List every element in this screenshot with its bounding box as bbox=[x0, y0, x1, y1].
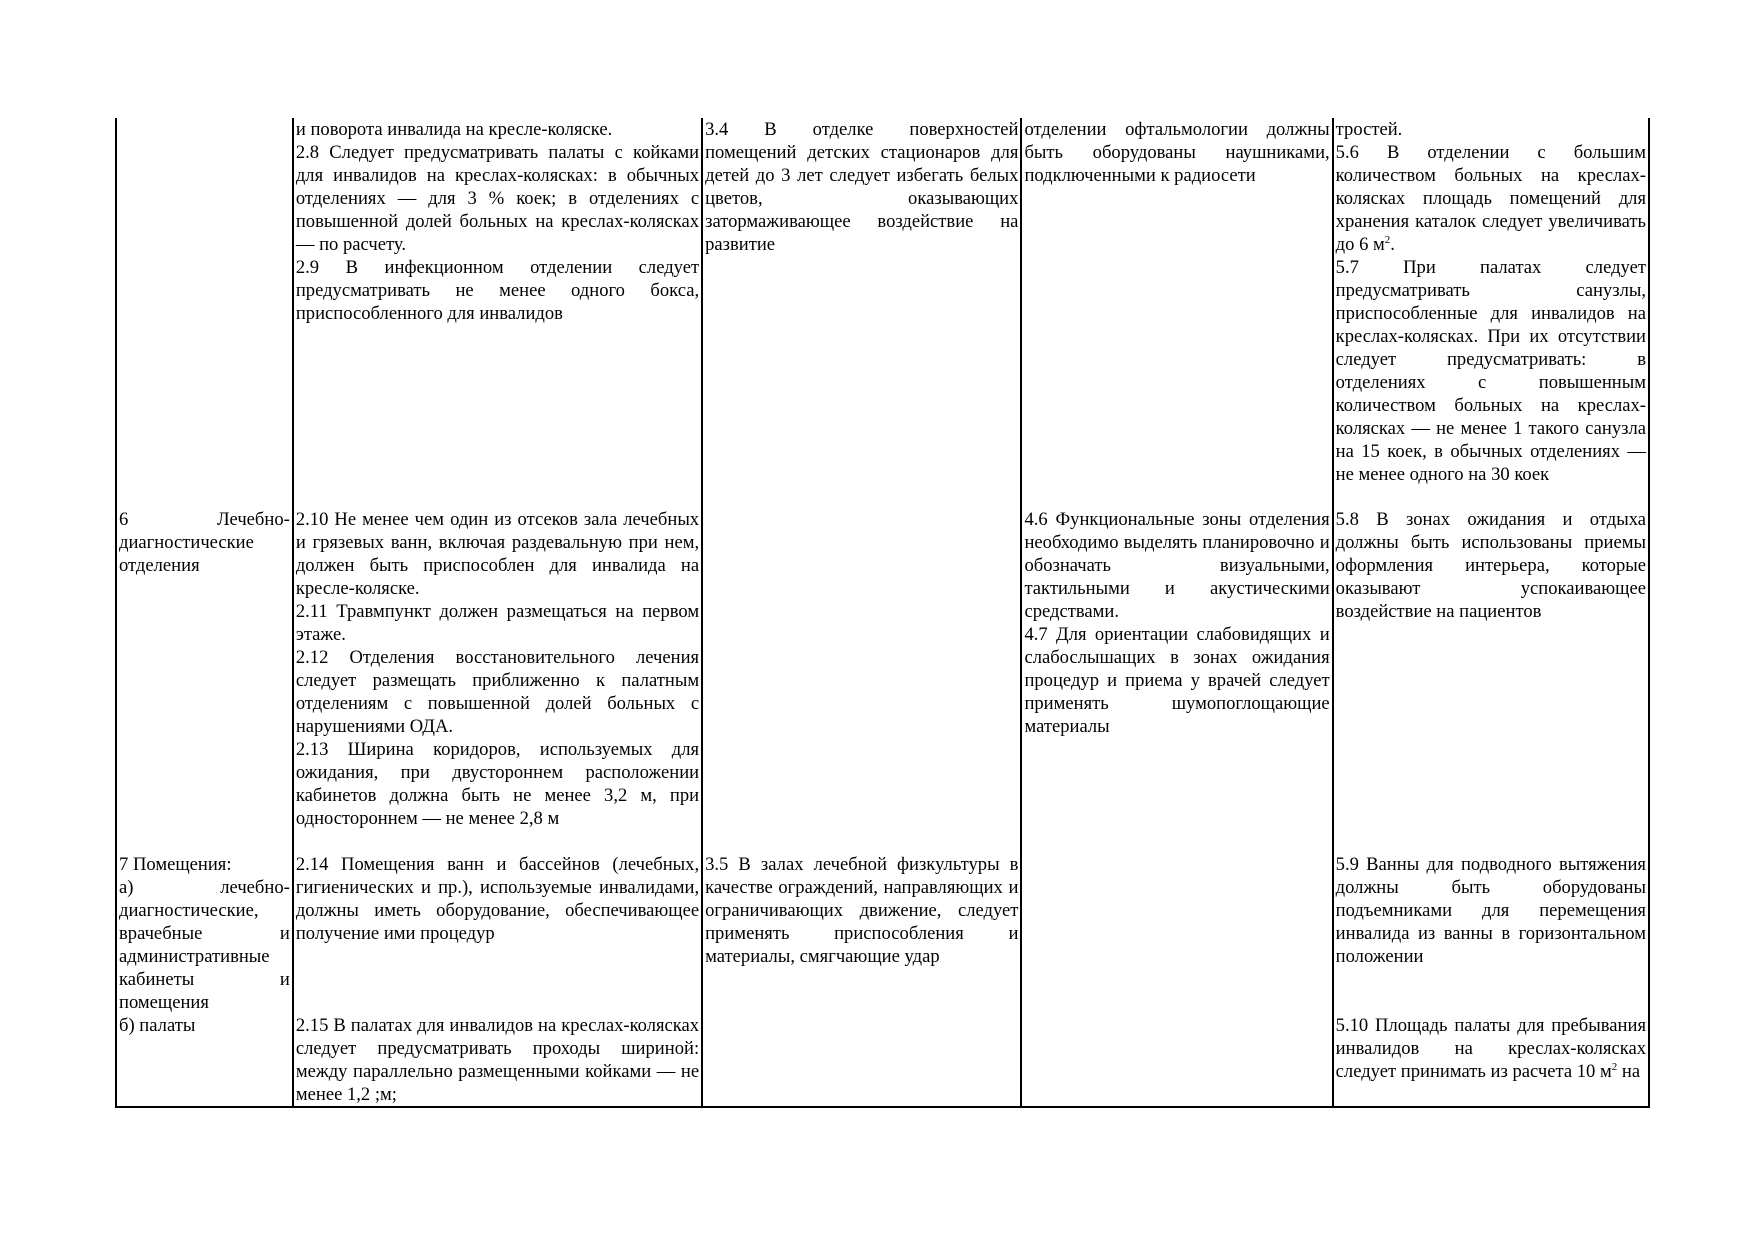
paragraph: 2.15 В палатах для инвалидов на креслах-колясках следует предусматривать проходы шириной: между параллельно размещенными койками — не менее 1,2 ;м; bbox=[295, 1015, 700, 1105]
table-cell-section bbox=[116, 853, 293, 1014]
section-title: 7 Помещения: bbox=[119, 854, 232, 875]
table-cell-equipment bbox=[1333, 853, 1649, 1014]
paragraph: 2.10 Не менее чем один из отсеков зала лечебных и грязевых ванн, включая раздевальную при нем, должен быть приспособлен для инвалида на кресле-коляске. bbox=[295, 509, 700, 599]
table-row bbox=[116, 853, 1649, 1014]
superscript: 2 bbox=[1384, 233, 1391, 246]
section-title: 6 Лечебно-диагностические отделения bbox=[119, 509, 290, 576]
requirements-table bbox=[115, 118, 1650, 1108]
paragraph: 4.7 Для ориентации слабовидящих и слабослышащих в зонах ожидания процедур и приема у врачей следует применять шумопоглощающие материалы bbox=[1024, 624, 1330, 737]
table-cell-equipment bbox=[1333, 508, 1649, 853]
table-cell-section bbox=[116, 508, 293, 853]
table-cell-requirements bbox=[293, 1014, 702, 1107]
table-cell-finishing bbox=[702, 1014, 1021, 1107]
paragraph: 5.8 В зонах ожидания и отдыха должны быть использованы приемы оформления интерьера, которые оказывают успокаивающее воздействие на пациентов bbox=[1335, 509, 1646, 622]
table-cell-orientation bbox=[1021, 118, 1332, 508]
table-cell-section bbox=[116, 1014, 293, 1107]
table-cell-equipment bbox=[1333, 1014, 1649, 1107]
table-cell-requirements bbox=[293, 508, 702, 853]
punctuation: . bbox=[1390, 234, 1395, 255]
section-subtitle: б) палаты bbox=[119, 1015, 196, 1036]
paragraph: 5.7 При палатах следует предусматривать санузлы, приспособленные для инвалидов на креслах-колясках. При их отсутствии следует предусматривать: в отделениях с повышенным количеством больных на креслах-колясках — не менее 1 такого санузла на 15 коек, в обычных отделениях — не менее одного на 30 коек bbox=[1335, 257, 1646, 485]
paragraph-tail: на bbox=[1617, 1061, 1641, 1082]
paragraph: и поворота инвалида на кресле-коляске. bbox=[295, 119, 613, 140]
paragraph-text: 5.10 Площадь палаты для пребывания инвалидов на креслах-колясках следует принимать из расчета 10 м bbox=[1335, 1015, 1646, 1082]
table-cell-orientation bbox=[1021, 508, 1332, 853]
table-cell-finishing bbox=[702, 118, 1021, 508]
paragraph: 4.6 Функциональные зоны отделения необходимо выделять планировочно и обозначать визуальными, тактильными и акустическими средствами. bbox=[1024, 509, 1330, 622]
table-row bbox=[116, 508, 1649, 853]
superscript: 2 bbox=[1611, 1060, 1618, 1073]
paragraph: 2.14 Помещения ванн и бассейнов (лечебных, гигиенических и пр.), используемые инвалидами, должны иметь оборудование, обеспечивающее получение ими процедур bbox=[295, 854, 700, 944]
paragraph: 3.5 В залах лечебной физкультуры в качестве ограждений, направляющих и ограничивающих движение, следует применять приспособления и материалы, смягчающие удар bbox=[705, 854, 1019, 967]
table-cell-finishing bbox=[702, 853, 1021, 1014]
paragraph: 3.4 В отделке поверхностей помещений детских стационаров для детей до 3 лет следует избегать белых цветов, оказывающих затормаживающее воздействие на развитие bbox=[705, 119, 1019, 255]
table-row bbox=[116, 118, 1649, 508]
paragraph: 5.9 Ванны для подводного вытяжения должны быть оборудованы подъемниками для перемещения инвалида из ванны в горизонтальном положении bbox=[1335, 854, 1646, 967]
paragraph bbox=[1336, 1014, 1646, 1083]
paragraph-text: 5.6 В отделении с большим количеством больных на креслах-колясках площадь помещений для хранения каталок следует увеличивать до 6 м bbox=[1335, 142, 1646, 255]
paragraph: 2.12 Отделения восстановительного лечения следует размещать приближенно к палатным отделениям с повышенной долей больных с нарушениями ОДА. bbox=[295, 647, 700, 737]
paragraph: 2.13 Ширина коридоров, используемых для ожидания, при двустороннем расположении кабинетов должна быть не менее 3,2 м, при одностороннем — не менее 2,8 м bbox=[295, 739, 700, 829]
paragraph: отделении офтальмологии должны быть оборудованы наушниками, подключенными к радиосети bbox=[1024, 119, 1330, 186]
paragraph bbox=[1336, 141, 1646, 256]
table-cell-section bbox=[116, 118, 293, 508]
table-row bbox=[116, 1014, 1649, 1107]
table-cell-orientation bbox=[1021, 853, 1332, 1014]
section-subtitle: а) лечебно-диагностические, врачебные и административные кабинеты и помещения bbox=[119, 877, 290, 1013]
table-cell-requirements bbox=[293, 118, 702, 508]
paragraph: 2.9 В инфекционном отделении следует предусматривать не менее одного бокса, приспособленного для инвалидов bbox=[295, 257, 700, 324]
paragraph: 2.11 Травмпункт должен размещаться на первом этаже. bbox=[295, 601, 700, 645]
paragraph: 2.8 Следует предусматривать палаты с койками для инвалидов на креслах-колясках: в обычных отделениях — для 3 % коек; в отделениях с повышенной долей больных на креслах-колясках — по расчету. bbox=[295, 142, 700, 255]
paragraph: тростей. bbox=[1335, 119, 1403, 140]
table-cell-orientation bbox=[1021, 1014, 1332, 1107]
table-cell-equipment bbox=[1333, 118, 1649, 508]
table-cell-finishing bbox=[702, 508, 1021, 853]
table-cell-requirements bbox=[293, 853, 702, 1014]
